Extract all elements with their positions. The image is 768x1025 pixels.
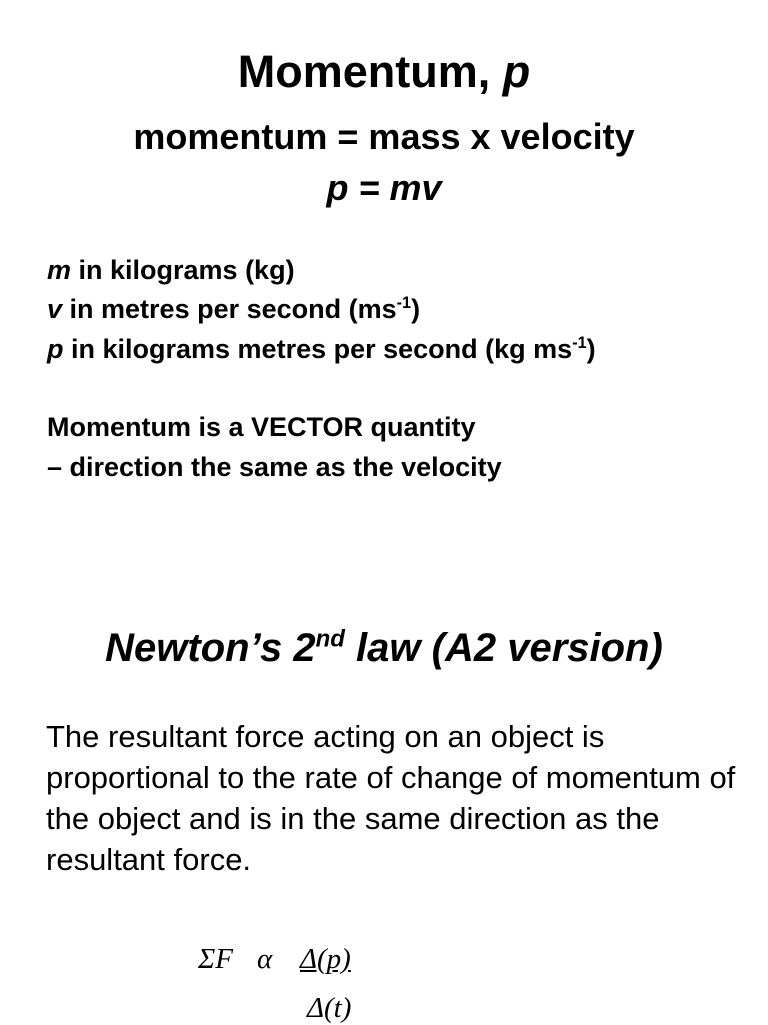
formula-proportional: α [257, 943, 273, 975]
unit-momentum-exponent: -1 [572, 334, 587, 352]
unit-mass-text: in kilograms (kg) [71, 255, 295, 285]
unit-velocity-exponent: -1 [396, 294, 412, 312]
newton-heading-text: Newton’s 2 [105, 626, 316, 670]
unit-velocity-symbol: v [47, 294, 63, 324]
unit-momentum-close: ) [586, 334, 596, 364]
unit-velocity [47, 292, 420, 326]
unit-velocity-close: ) [411, 294, 421, 324]
formula-numerator: Δ(p) [300, 943, 351, 975]
unit-momentum-symbol: p [47, 334, 64, 364]
title-text: Momentum, [237, 46, 503, 97]
newton-statement: The resultant force acting on an object is proportional to the rate of change of momentum of the object and is in the same direction as the resultant force. [46, 719, 736, 877]
equation-symbols: p = mv [326, 167, 442, 208]
newton-heading [0, 622, 768, 674]
unit-velocity-text: in metres per second (ms [62, 294, 397, 324]
newton-heading-superscript: nd [315, 625, 345, 653]
formula-lhs: ΣF [198, 943, 233, 975]
equation-words: momentum = mass x velocity [133, 116, 635, 157]
page-title [0, 44, 768, 100]
unit-mass [47, 253, 295, 287]
vector-note-line2: – direction the same as the velocity [47, 452, 502, 482]
title-symbol: p [502, 46, 531, 97]
formula-denominator: Δ(t) [307, 992, 352, 1024]
unit-momentum-text: in kilograms metres per second (kg ms [63, 334, 573, 364]
unit-mass-symbol: m [47, 255, 72, 285]
vector-note-line1: Momentum is a VECTOR quantity [47, 412, 476, 442]
unit-momentum [47, 332, 596, 366]
newton-heading-rest: law (A2 version) [344, 626, 663, 670]
